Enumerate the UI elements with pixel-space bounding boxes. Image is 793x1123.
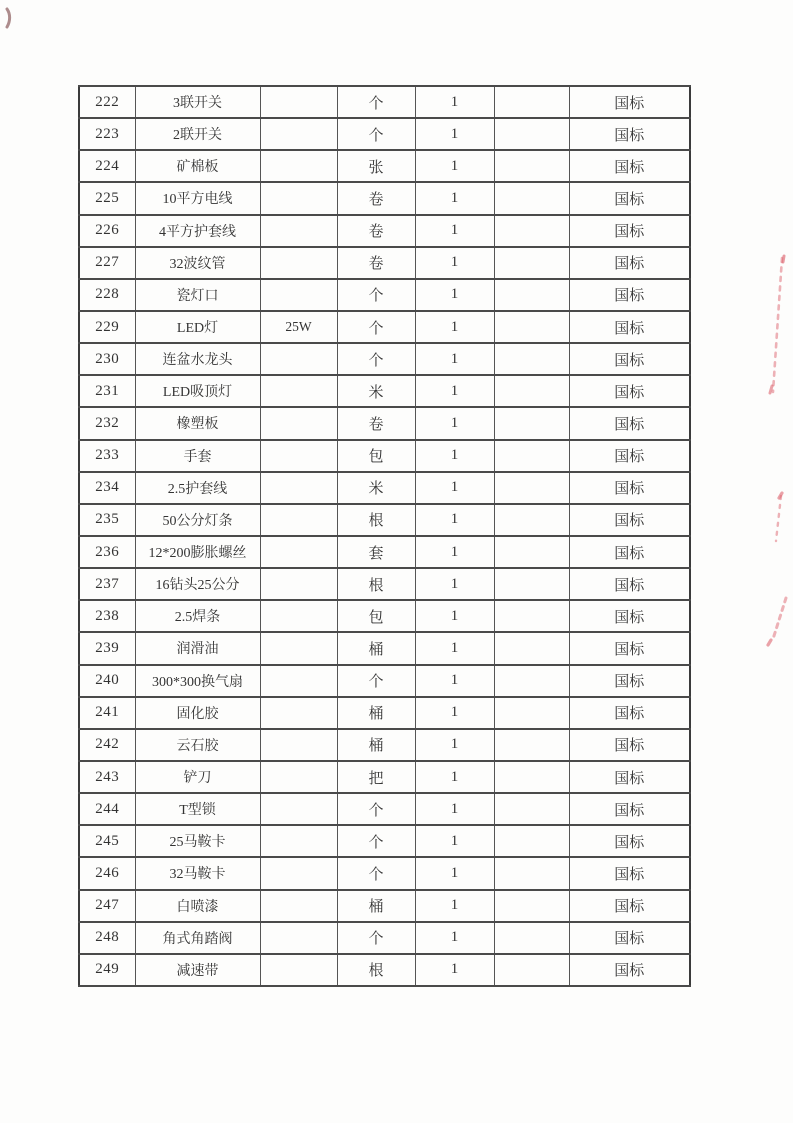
- table-row: [79, 729, 690, 761]
- table-row: [79, 857, 690, 889]
- cell-spec: [260, 150, 337, 182]
- cell-name: 云石胶: [135, 729, 260, 761]
- cell-note: [494, 472, 569, 504]
- table-row: [79, 568, 690, 600]
- table-row: [79, 600, 690, 632]
- cell-note: [494, 793, 569, 825]
- cell-note: [494, 279, 569, 311]
- cell-no: 228: [79, 279, 135, 311]
- cell-name: 白喷漆: [135, 890, 260, 922]
- cell-spec: [260, 729, 337, 761]
- table-row: [79, 343, 690, 375]
- cell-unit: 个: [337, 793, 415, 825]
- cell-no: 236: [79, 536, 135, 568]
- cell-unit: 张: [337, 150, 415, 182]
- cell-qty: 1: [415, 86, 494, 118]
- cell-qty: 1: [415, 375, 494, 407]
- cell-qty: 1: [415, 632, 494, 664]
- table-row: [79, 665, 690, 697]
- cell-qty: 1: [415, 954, 494, 986]
- cell-spec: [260, 536, 337, 568]
- cell-unit: 个: [337, 857, 415, 889]
- cell-note: [494, 182, 569, 214]
- cell-note: [494, 825, 569, 857]
- cell-name: 2.5焊条: [135, 600, 260, 632]
- cell-name: 减速带: [135, 954, 260, 986]
- cell-name: 矿棉板: [135, 150, 260, 182]
- table-row: [79, 793, 690, 825]
- table-row: [79, 118, 690, 150]
- cell-spec: [260, 761, 337, 793]
- cell-note: [494, 343, 569, 375]
- cell-qty: 1: [415, 504, 494, 536]
- cell-name: LED灯: [135, 311, 260, 343]
- table-row: [79, 890, 690, 922]
- cell-unit: 卷: [337, 215, 415, 247]
- table-row: [79, 697, 690, 729]
- cell-no: 238: [79, 600, 135, 632]
- cell-standard: 国标: [569, 118, 690, 150]
- cell-qty: 1: [415, 247, 494, 279]
- cell-note: [494, 86, 569, 118]
- table-row: [79, 182, 690, 214]
- cell-no: 244: [79, 793, 135, 825]
- cell-qty: 1: [415, 536, 494, 568]
- cell-no: 240: [79, 665, 135, 697]
- cell-unit: 卷: [337, 407, 415, 439]
- cell-unit: 根: [337, 504, 415, 536]
- cell-note: [494, 729, 569, 761]
- cell-no: 245: [79, 825, 135, 857]
- cell-name: 连盆水龙头: [135, 343, 260, 375]
- cell-spec: [260, 86, 337, 118]
- cell-spec: [260, 793, 337, 825]
- cell-qty: 1: [415, 793, 494, 825]
- cell-spec: [260, 600, 337, 632]
- cell-name: 300*300换气扇: [135, 665, 260, 697]
- cell-note: [494, 407, 569, 439]
- cell-name: 32马鞍卡: [135, 857, 260, 889]
- cell-qty: 1: [415, 407, 494, 439]
- materials-table: [78, 85, 691, 987]
- table-row: [79, 954, 690, 986]
- cell-name: 32波纹管: [135, 247, 260, 279]
- cell-unit: 桶: [337, 890, 415, 922]
- cell-standard: 国标: [569, 600, 690, 632]
- cell-no: 241: [79, 697, 135, 729]
- cell-standard: 国标: [569, 568, 690, 600]
- cell-unit: 个: [337, 311, 415, 343]
- cell-spec: [260, 407, 337, 439]
- cell-name: T型锁: [135, 793, 260, 825]
- cell-note: [494, 440, 569, 472]
- cell-unit: 根: [337, 954, 415, 986]
- cell-standard: 国标: [569, 311, 690, 343]
- cell-note: [494, 215, 569, 247]
- cell-note: [494, 375, 569, 407]
- cell-standard: 国标: [569, 86, 690, 118]
- cell-unit: 套: [337, 536, 415, 568]
- cell-spec: [260, 279, 337, 311]
- cell-standard: 国标: [569, 215, 690, 247]
- cell-no: 246: [79, 857, 135, 889]
- cell-no: 239: [79, 632, 135, 664]
- table-row: [79, 311, 690, 343]
- table-row: [79, 504, 690, 536]
- cell-spec: [260, 825, 337, 857]
- cell-note: [494, 890, 569, 922]
- cell-qty: 1: [415, 600, 494, 632]
- cell-name: 50公分灯条: [135, 504, 260, 536]
- cell-standard: 国标: [569, 857, 690, 889]
- cell-unit: 个: [337, 922, 415, 954]
- cell-unit: 米: [337, 472, 415, 504]
- scan-corner-mark: [7, 9, 10, 27]
- cell-qty: 1: [415, 697, 494, 729]
- table-row: [79, 375, 690, 407]
- cell-no: 231: [79, 375, 135, 407]
- cell-standard: 国标: [569, 632, 690, 664]
- cell-note: [494, 247, 569, 279]
- cell-qty: 1: [415, 150, 494, 182]
- cell-standard: 国标: [569, 890, 690, 922]
- cell-spec: [260, 697, 337, 729]
- cell-name: 铲刀: [135, 761, 260, 793]
- cell-note: [494, 600, 569, 632]
- cell-note: [494, 697, 569, 729]
- cell-qty: 1: [415, 182, 494, 214]
- cell-name: 2联开关: [135, 118, 260, 150]
- cell-name: 手套: [135, 440, 260, 472]
- cell-spec: [260, 632, 337, 664]
- table-row: [79, 150, 690, 182]
- red-ink-bleed-streak-1: [770, 256, 784, 393]
- table-row: [79, 247, 690, 279]
- cell-standard: 国标: [569, 279, 690, 311]
- cell-qty: 1: [415, 118, 494, 150]
- cell-spec: [260, 890, 337, 922]
- cell-standard: 国标: [569, 182, 690, 214]
- cell-unit: 桶: [337, 697, 415, 729]
- cell-unit: 卷: [337, 247, 415, 279]
- cell-standard: 国标: [569, 922, 690, 954]
- cell-standard: 国标: [569, 407, 690, 439]
- cell-qty: 1: [415, 665, 494, 697]
- cell-standard: 国标: [569, 665, 690, 697]
- cell-spec: [260, 568, 337, 600]
- table-row: [79, 86, 690, 118]
- cell-qty: 1: [415, 311, 494, 343]
- cell-spec: [260, 665, 337, 697]
- cell-no: 230: [79, 343, 135, 375]
- cell-unit: 个: [337, 825, 415, 857]
- red-ink-bleed-streak-3: [768, 598, 786, 645]
- cell-standard: 国标: [569, 472, 690, 504]
- cell-qty: 1: [415, 440, 494, 472]
- cell-spec: [260, 922, 337, 954]
- cell-unit: 个: [337, 343, 415, 375]
- cell-unit: 个: [337, 118, 415, 150]
- table-row: [79, 215, 690, 247]
- materials-table-body: [79, 86, 690, 986]
- cell-spec: [260, 343, 337, 375]
- cell-spec: [260, 215, 337, 247]
- cell-no: 233: [79, 440, 135, 472]
- cell-standard: 国标: [569, 954, 690, 986]
- cell-spec: 25W: [260, 311, 337, 343]
- cell-qty: 1: [415, 343, 494, 375]
- table-row: [79, 279, 690, 311]
- cell-name: 橡塑板: [135, 407, 260, 439]
- cell-no: 242: [79, 729, 135, 761]
- cell-no: 237: [79, 568, 135, 600]
- cell-standard: 国标: [569, 343, 690, 375]
- table-row: [79, 825, 690, 857]
- cell-spec: [260, 375, 337, 407]
- cell-note: [494, 150, 569, 182]
- cell-note: [494, 632, 569, 664]
- cell-unit: 包: [337, 600, 415, 632]
- cell-no: 232: [79, 407, 135, 439]
- cell-standard: 国标: [569, 536, 690, 568]
- cell-unit: 桶: [337, 632, 415, 664]
- cell-no: 249: [79, 954, 135, 986]
- cell-no: 229: [79, 311, 135, 343]
- cell-name: 12*200膨胀螺丝: [135, 536, 260, 568]
- cell-unit: 个: [337, 86, 415, 118]
- table-row: [79, 536, 690, 568]
- cell-standard: 国标: [569, 825, 690, 857]
- cell-unit: 桶: [337, 729, 415, 761]
- cell-unit: 包: [337, 440, 415, 472]
- cell-unit: 根: [337, 568, 415, 600]
- cell-no: 234: [79, 472, 135, 504]
- red-ink-bleed-streak-2: [776, 493, 782, 541]
- cell-qty: 1: [415, 215, 494, 247]
- cell-qty: 1: [415, 890, 494, 922]
- cell-no: 222: [79, 86, 135, 118]
- cell-unit: 个: [337, 279, 415, 311]
- cell-no: 223: [79, 118, 135, 150]
- cell-qty: 1: [415, 857, 494, 889]
- cell-name: 润滑油: [135, 632, 260, 664]
- table-row: [79, 761, 690, 793]
- cell-note: [494, 504, 569, 536]
- table-row: [79, 922, 690, 954]
- cell-note: [494, 568, 569, 600]
- cell-name: 4平方护套线: [135, 215, 260, 247]
- cell-note: [494, 536, 569, 568]
- cell-standard: 国标: [569, 150, 690, 182]
- cell-name: 瓷灯口: [135, 279, 260, 311]
- cell-name: 3联开关: [135, 86, 260, 118]
- cell-note: [494, 761, 569, 793]
- cell-name: 10平方电线: [135, 182, 260, 214]
- cell-standard: 国标: [569, 761, 690, 793]
- cell-spec: [260, 472, 337, 504]
- cell-standard: 国标: [569, 375, 690, 407]
- cell-qty: 1: [415, 472, 494, 504]
- cell-standard: 国标: [569, 440, 690, 472]
- cell-name: 固化胶: [135, 697, 260, 729]
- cell-unit: 卷: [337, 182, 415, 214]
- cell-unit: 把: [337, 761, 415, 793]
- cell-standard: 国标: [569, 729, 690, 761]
- cell-no: 243: [79, 761, 135, 793]
- table-row: [79, 407, 690, 439]
- cell-no: 235: [79, 504, 135, 536]
- table-row: [79, 632, 690, 664]
- cell-no: 226: [79, 215, 135, 247]
- cell-name: 25马鞍卡: [135, 825, 260, 857]
- cell-name: LED吸顶灯: [135, 375, 260, 407]
- cell-no: 227: [79, 247, 135, 279]
- cell-unit: 个: [337, 665, 415, 697]
- cell-qty: 1: [415, 761, 494, 793]
- cell-standard: 国标: [569, 504, 690, 536]
- cell-name: 2.5护套线: [135, 472, 260, 504]
- cell-spec: [260, 182, 337, 214]
- table-row: [79, 440, 690, 472]
- cell-unit: 米: [337, 375, 415, 407]
- cell-spec: [260, 504, 337, 536]
- cell-spec: [260, 247, 337, 279]
- cell-note: [494, 954, 569, 986]
- cell-qty: 1: [415, 825, 494, 857]
- cell-name: 角式角踏阀: [135, 922, 260, 954]
- table-row: [79, 472, 690, 504]
- cell-name: 16钻头25公分: [135, 568, 260, 600]
- cell-spec: [260, 857, 337, 889]
- cell-note: [494, 857, 569, 889]
- cell-no: 225: [79, 182, 135, 214]
- cell-note: [494, 311, 569, 343]
- cell-standard: 国标: [569, 697, 690, 729]
- cell-qty: 1: [415, 922, 494, 954]
- cell-no: 248: [79, 922, 135, 954]
- cell-no: 224: [79, 150, 135, 182]
- cell-spec: [260, 440, 337, 472]
- cell-note: [494, 922, 569, 954]
- cell-note: [494, 118, 569, 150]
- cell-qty: 1: [415, 279, 494, 311]
- cell-spec: [260, 954, 337, 986]
- cell-qty: 1: [415, 568, 494, 600]
- cell-qty: 1: [415, 729, 494, 761]
- cell-standard: 国标: [569, 247, 690, 279]
- cell-standard: 国标: [569, 793, 690, 825]
- cell-note: [494, 665, 569, 697]
- cell-spec: [260, 118, 337, 150]
- cell-no: 247: [79, 890, 135, 922]
